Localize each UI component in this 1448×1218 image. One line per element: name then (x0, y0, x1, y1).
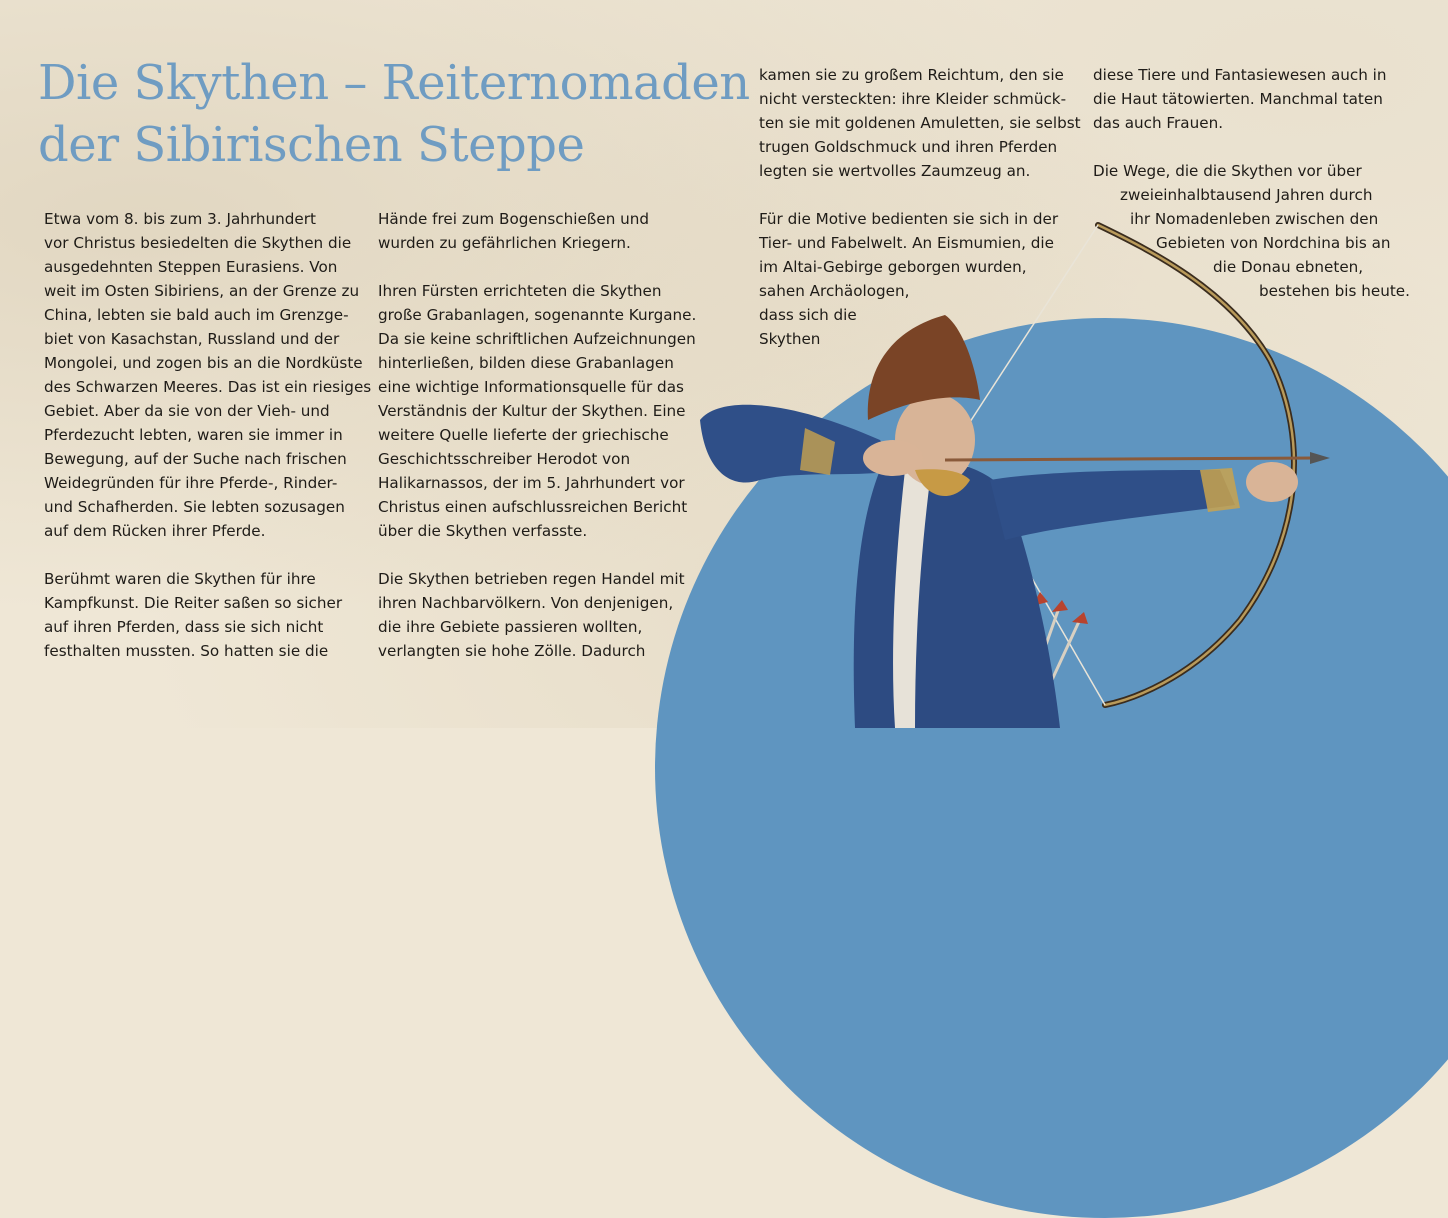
text-line: biet von Kasachstan, Russland und der (44, 330, 340, 348)
text-line: Mongolei, und zogen bis an die Nordküste (44, 354, 363, 372)
text-line: Verständnis der Kultur der Skythen. Eine (378, 402, 686, 420)
text-line: Gebiet. Aber da sie von der Vieh- und (44, 402, 330, 420)
text-line: wurden zu gefährlichen Kriegern. (378, 234, 631, 252)
text-line: Da sie keine schriftlichen Aufzeichnungen (378, 330, 696, 348)
text-line: Geschichtsschreiber Herodot von (378, 450, 631, 468)
text-line: China, lebten sie bald auch im Grenzge- (44, 306, 349, 324)
text-line: des Schwarzen Meeres. Das ist ein riesiges (44, 378, 372, 396)
text-line: weitere Quelle lieferte der griechische (378, 426, 669, 444)
text-line: Weidegründen für ihre Pferde-, Rinder- (44, 474, 338, 492)
text-line: Gebieten von Nordchina bis an (1156, 234, 1391, 252)
text-line: zweieinhalbtausend Jahren durch (1120, 186, 1373, 204)
drawing-hand (863, 440, 923, 476)
text-line: auf ihren Pferden, dass sie sich nicht (44, 618, 324, 636)
text-column-3 (759, 63, 1081, 375)
text-line: im Altai-Gebirge geborgen wurden, (759, 258, 1027, 276)
text-line: und Schafherden. Sie lebten sozusagen (44, 498, 345, 516)
arrowhead (1310, 452, 1330, 464)
text-line: Christus einen aufschlussreichen Bericht (378, 498, 688, 516)
text-line: die ihre Gebiete passieren wollten, (378, 618, 643, 636)
text-line: Bewegung, auf der Suche nach frischen (44, 450, 347, 468)
text-line: weit im Osten Sibiriens, an der Grenze zu (44, 282, 360, 300)
text-line: Skythen (759, 330, 821, 348)
text-line: die Haut tätowierten. Manchmal taten (1093, 90, 1383, 108)
text-line: Die Skythen betrieben regen Handel mit (378, 570, 685, 588)
text-line: legten sie wertvolles Zaumzeug an. (759, 162, 1031, 180)
text-line: große Grabanlagen, sogenannte Kurgane. (378, 306, 697, 324)
text-line: trugen Goldschmuck und ihren Pferden (759, 138, 1058, 156)
text-line: kamen sie zu großem Reichtum, den sie (759, 66, 1064, 84)
text-line: Kampfkunst. Die Reiter saßen so sicher (44, 594, 343, 612)
text-line: festhalten mussten. So hatten sie die (44, 642, 329, 660)
text-line: Etwa vom 8. bis zum 3. Jahrhundert (44, 210, 316, 228)
text-line: Berühmt waren die Skythen für ihre (44, 570, 316, 588)
text-line: Ihren Fürsten errichteten die Skythen (378, 282, 662, 300)
text-line: Die Wege, die die Skythen vor über (1093, 162, 1362, 180)
text-line: ihr Nomadenleben zwischen den (1130, 210, 1379, 228)
text-line: diese Tiere und Fantasiewesen auch in (1093, 66, 1387, 84)
title-line-2: der Sibirischen Steppe (38, 117, 585, 173)
text-line: eine wichtige Informationsquelle für das (378, 378, 684, 396)
text-line: die Donau ebneten, (1213, 258, 1364, 276)
text-line: Für die Motive bedienten sie sich in der (759, 210, 1059, 228)
arrow-shaft (945, 458, 1315, 460)
text-line: ten sie mit goldenen Amuletten, sie selbst (759, 114, 1081, 132)
text-line: ihren Nachbarvölkern. Von denjenigen, (378, 594, 674, 612)
text-line: Halikarnassos, der im 5. Jahrhundert vor (378, 474, 685, 492)
text-line: nicht versteckten: ihre Kleider schmück- (759, 90, 1067, 108)
text-line: Tier- und Fabelwelt. An Eismumien, die (759, 234, 1054, 252)
paragraph (759, 207, 1081, 351)
text-line: vor Christus besiedelten die Skythen die (44, 234, 352, 252)
text-line: dass sich die (759, 306, 857, 324)
text-column-4 (1093, 63, 1410, 327)
text-line: über die Skythen verfasste. (378, 522, 588, 540)
text-line: sahen Archäologen, (759, 282, 910, 300)
paragraph (1093, 63, 1410, 135)
text-line: ausgedehnten Steppen Eurasiens. Von (44, 258, 338, 276)
text-line: hinterließen, bilden diese Grabanlagen (378, 354, 674, 372)
paragraph (1093, 159, 1410, 303)
title-line-1: Die Skythen – Reiternomaden (38, 55, 750, 111)
bow-hand (1246, 462, 1298, 502)
text-line: bestehen bis heute. (1259, 282, 1410, 300)
text-line: das auch Frauen. (1093, 114, 1224, 132)
text-line: Pferdezucht lebten, waren sie immer in (44, 426, 343, 444)
text-line: verlangten sie hohe Zölle. Dadurch (378, 642, 646, 660)
paragraph (759, 63, 1081, 183)
bow-arm-sleeve (990, 470, 1235, 540)
text-line: Hände frei zum Bogenschießen und (378, 210, 650, 228)
text-line: auf dem Rücken ihrer Pferde. (44, 522, 266, 540)
